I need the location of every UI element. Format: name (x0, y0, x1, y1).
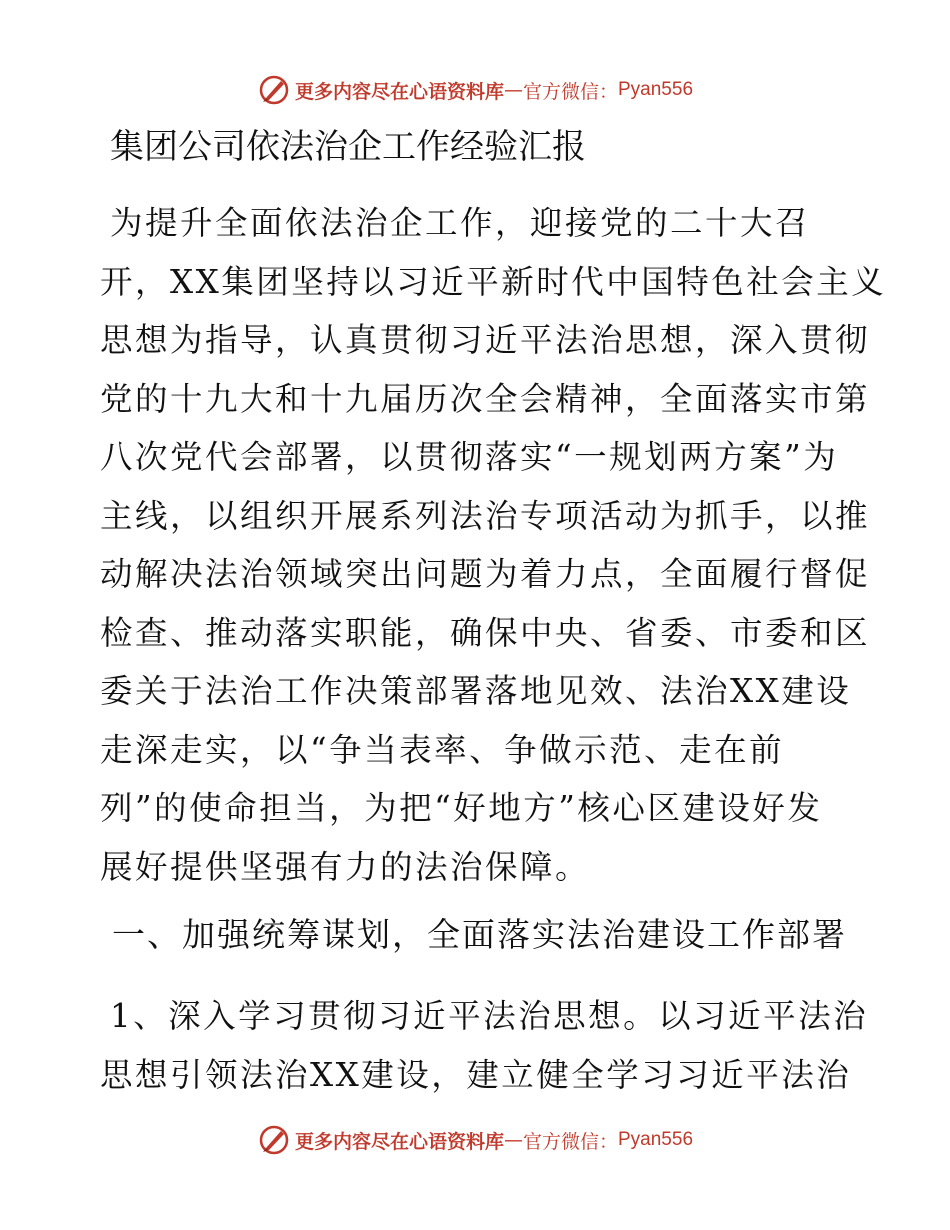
header-watermark (0, 70, 950, 110)
paragraph-line: 开，XX集团坚持以习近平新时代中国特色社会主义 (100, 262, 887, 301)
watermark-id: Pyan556 (618, 79, 694, 100)
paragraph-line: 思想引领法治XX建设，建立健全学习习近平法治 (100, 1055, 852, 1094)
paragraph-line: 动解决法治领域突出问题为着力点，全面履行督促 (100, 555, 871, 593)
intro-paragraph (100, 194, 887, 896)
paragraph-line: 列”的使命担当，为把“好地方”核心区建设好发 (100, 789, 823, 827)
document-title: 集团公司依法治企工作经验汇报 (110, 127, 586, 167)
watermark-main-text: 更多内容尽在心语资料库 (294, 1130, 504, 1153)
paragraph-line: 展好提供坚强有力的法治保障。 (100, 847, 591, 886)
section-heading: 一、加强统筹谋划，全面落实法治建设工作部署 (112, 915, 847, 954)
watermark-label: 官方微信： (522, 1130, 618, 1153)
watermark-label: 官方微信： (522, 80, 618, 103)
quill-logo-icon (257, 73, 291, 107)
paragraph-line: 思想为指导，认真贯彻习近平法治思想，深入贯彻 (100, 321, 871, 359)
paragraph-line: 委关于法治工作决策部署落地见效、法治XX建设 (100, 672, 852, 710)
paragraph-line: 党的十九大和十九届历次全会精神，全面落实市第 (100, 379, 871, 418)
item-paragraph (100, 987, 869, 1104)
watermark-id: Pyan556 (618, 1129, 694, 1150)
paragraph-line: 八次党代会部署，以贯彻落实“一规划两方案”为 (100, 438, 839, 476)
footer-watermark (0, 1120, 950, 1160)
paragraph-line: 1、深入学习贯彻习近平法治思想。以习近平法治 (110, 997, 869, 1035)
watermark-separator: — (503, 79, 523, 101)
quill-logo-icon (257, 1123, 291, 1157)
paragraph-line: 主线，以组织开展系列法治专项活动为抓手，以推 (100, 496, 871, 535)
paragraph-line: 为提升全面依法治企工作，迎接党的二十大召 (110, 204, 811, 242)
watermark-separator: — (503, 1129, 523, 1151)
paragraph-line: 检查、推动落实职能，确保中央、省委、市委和区 (100, 613, 871, 652)
watermark-main-text: 更多内容尽在心语资料库 (294, 80, 504, 103)
paragraph-line: 走深走实，以“争当表率、争做示范、走在前 (100, 730, 785, 769)
